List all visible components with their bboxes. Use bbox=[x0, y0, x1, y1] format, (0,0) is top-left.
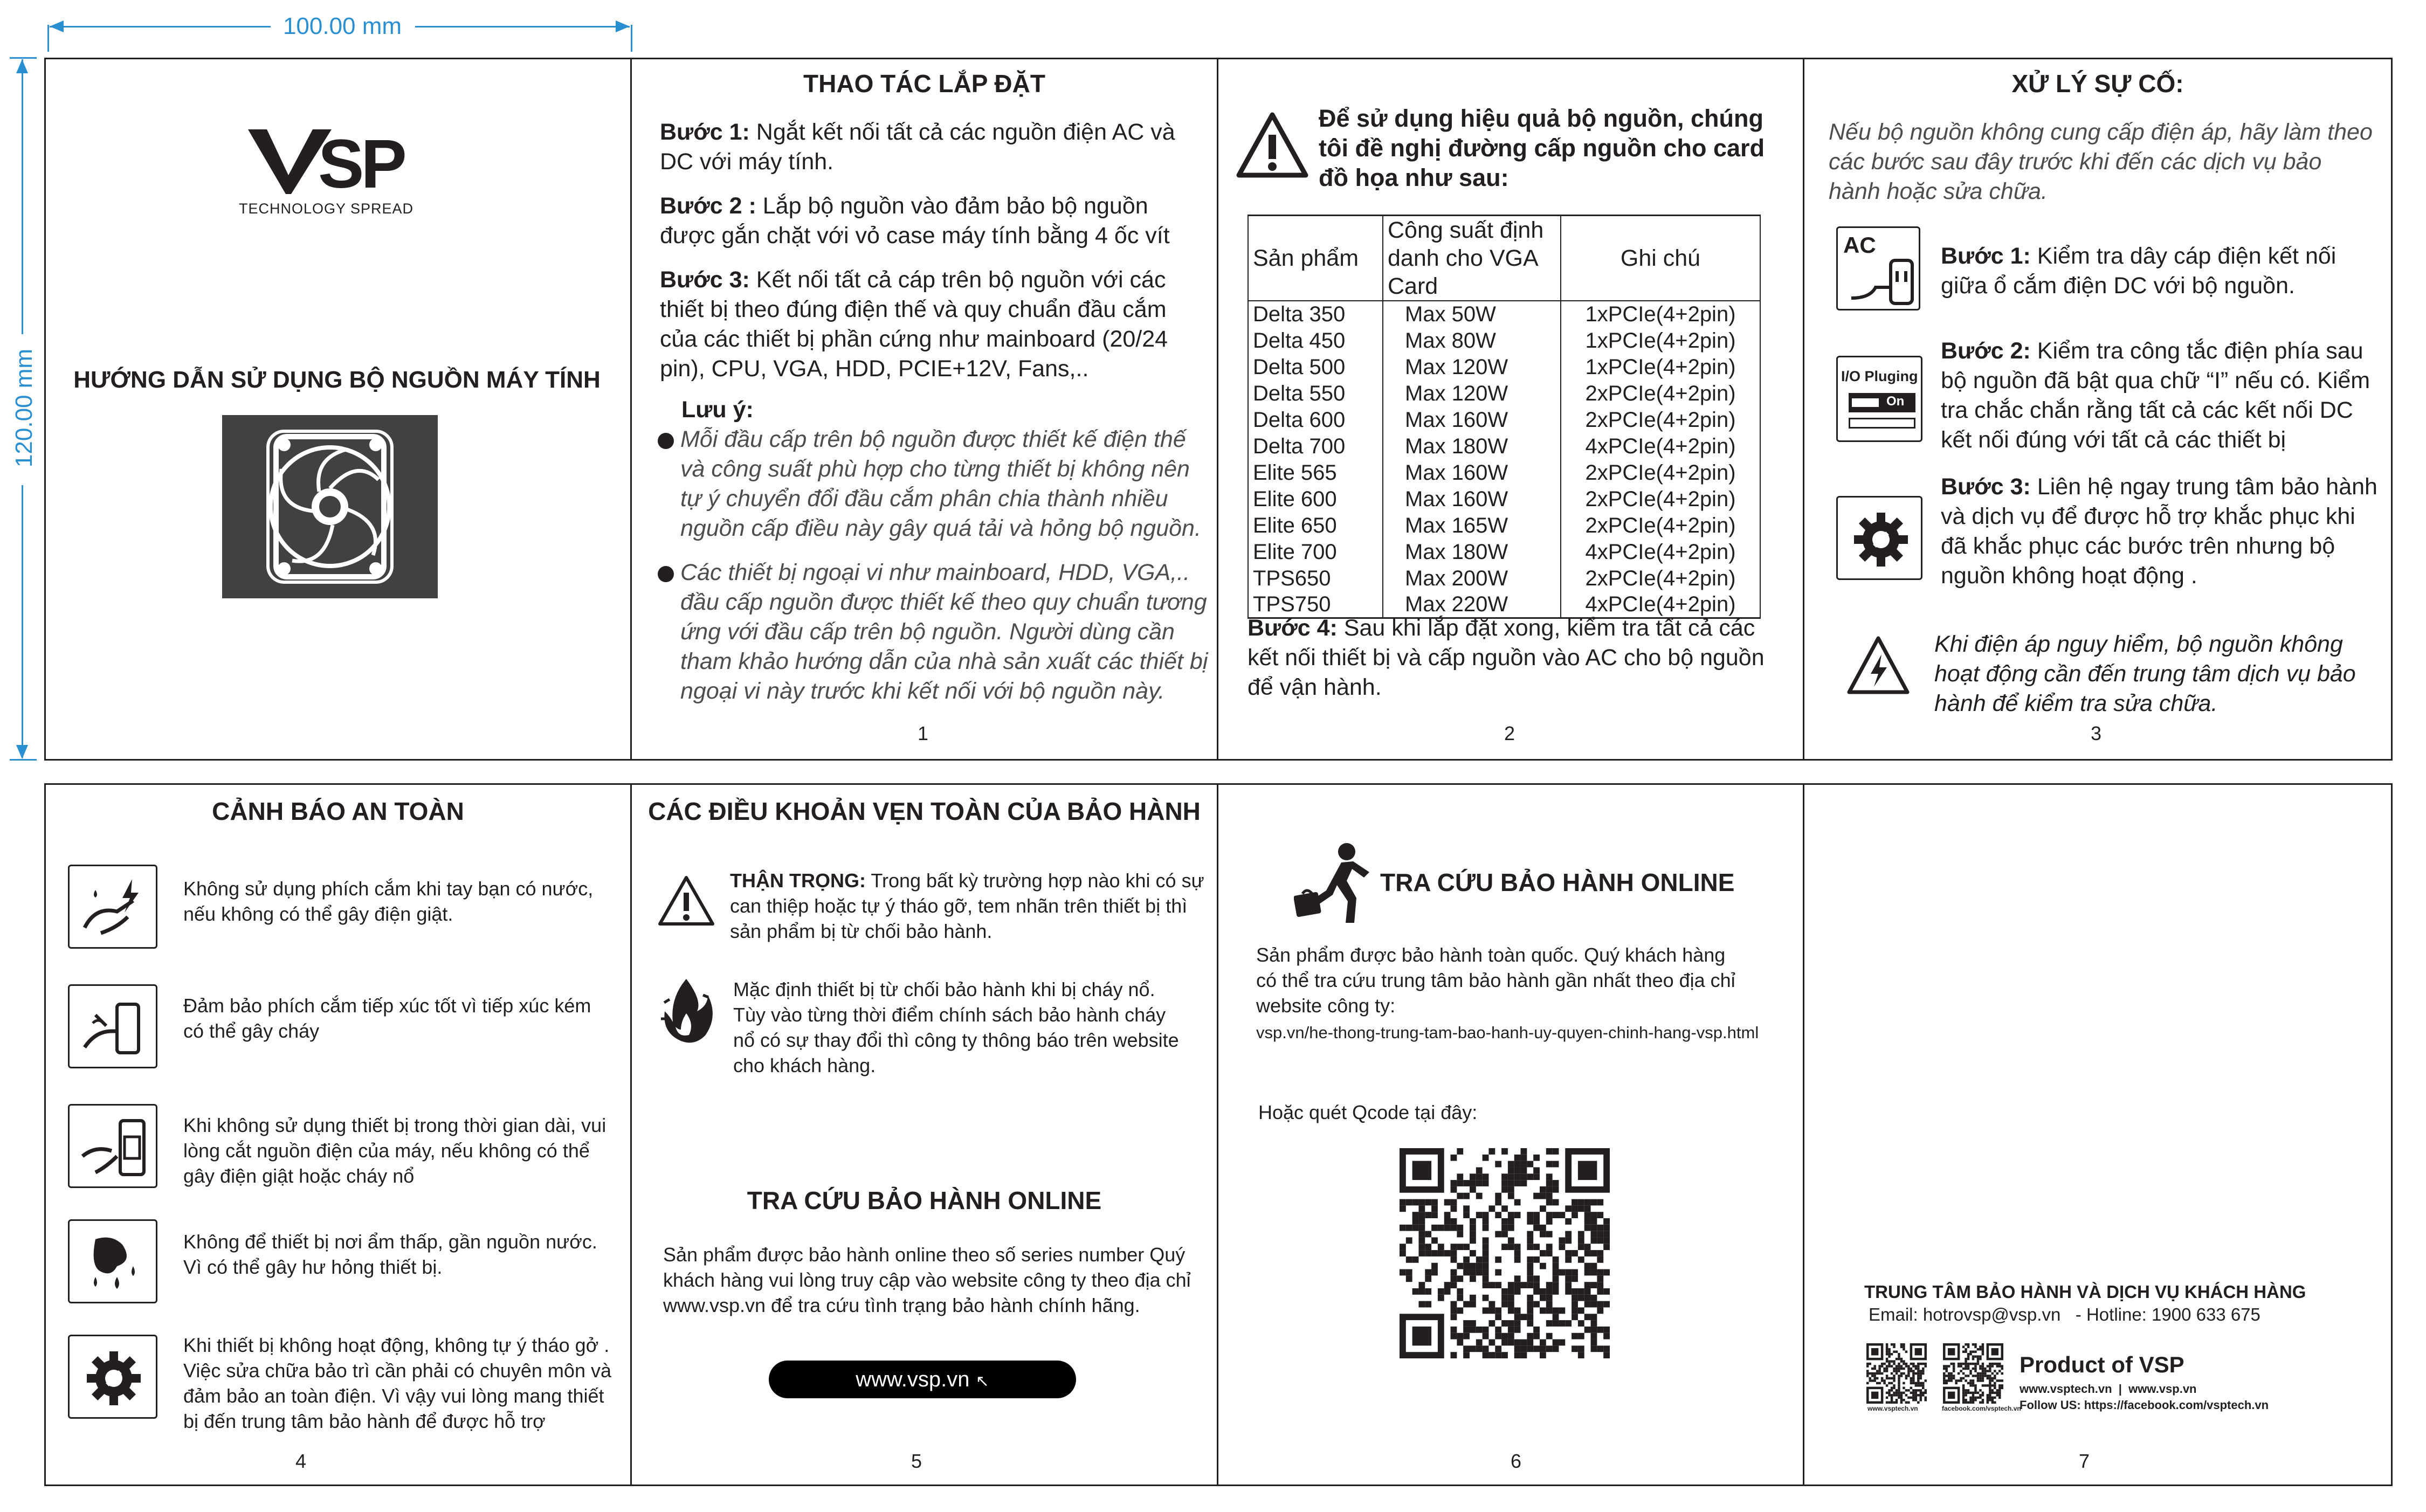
page-number: 3 bbox=[2091, 722, 2102, 744]
table-cell: 2xPCIe(4+2pin) bbox=[1561, 565, 1760, 591]
qr-code[interactable] bbox=[1943, 1343, 2003, 1404]
power-switch-icon: I/O Pluging On bbox=[1836, 356, 1922, 442]
page4-title: CẢNH BÁO AN TOÀN bbox=[212, 797, 464, 825]
table-cell: TPS650 bbox=[1248, 565, 1383, 591]
safety-item-1: Không sử dụng phích cắm khi tay bạn có nước, nếu không có thể gây điện giật. bbox=[183, 878, 594, 925]
fire-text: Mặc định thiết bị từ chối bảo hành khi bị cháy nổ. Tùy vào từng thời điểm chính sách bảo hành cháy nổ có sự thay đổi thì công ty thông báo trên website cho khách hàng. bbox=[733, 978, 1179, 1076]
table-row bbox=[1248, 327, 1760, 354]
safety-item-4: Không để thiết bị nơi ẩm thấp, gần nguồn nước. Vì có thể gây hư hỏng thiết bị. bbox=[183, 1231, 597, 1278]
bullet-icon bbox=[658, 566, 674, 582]
table-cell: 4xPCIe(4+2pin) bbox=[1561, 433, 1760, 459]
table-cell: 2xPCIe(4+2pin) bbox=[1561, 459, 1760, 486]
table-cell: Max 160W bbox=[1383, 486, 1561, 512]
page3-intro: Nếu bộ nguồn không cung cấp điện áp, hãy làm theo các bước sau đây trước khi đến các dịch vụ bảo hành hoặc sửa chữa. bbox=[1829, 119, 2373, 204]
table-cell: Delta 700 bbox=[1248, 433, 1383, 459]
page3-step2: Bước 2: Kiểm tra công tắc điện phía sau bộ nguồn đã bật qua chữ “I” nếu có. Kiểm tra chắc chắn rằng tất cả các kết nối DC kết nối đúng với tất cả các thiết bị bbox=[1941, 338, 2370, 453]
table-cell: 2xPCIe(4+2pin) bbox=[1561, 512, 1760, 538]
table-cell: Delta 600 bbox=[1248, 406, 1383, 433]
table-row bbox=[1248, 433, 1760, 459]
table-body bbox=[1248, 301, 1760, 618]
page3-danger-note: Khi điện áp nguy hiểm, bộ nguồn không hoạt động cần đến trung tâm dịch vụ bảo hành để kiểm tra sửa chữa. bbox=[1934, 631, 2356, 716]
fire-icon bbox=[657, 976, 716, 1046]
warning-icon bbox=[657, 874, 716, 928]
table-cell: Max 50W bbox=[1383, 301, 1561, 327]
table-cell: Elite 600 bbox=[1248, 486, 1383, 512]
table-cell: Max 160W bbox=[1383, 459, 1561, 486]
table-cell: TPS750 bbox=[1248, 591, 1383, 618]
page3-title: XỬ LÝ SỰ CỐ: bbox=[2011, 70, 2184, 98]
table-row bbox=[1248, 512, 1760, 538]
page6-title: TRA CỨU BẢO HÀNH ONLINE bbox=[1380, 868, 1735, 896]
page1-step1: Bước 1: Ngắt kết nối tất cả các nguồn điện AC và DC với máy tính. bbox=[660, 119, 1175, 175]
page5-online-text: Sản phẩm được bảo hành online theo số series number Quý khách hàng vui lòng truy cập vào website công ty theo địa chỉ www.vsp.vn để tra cứu tình trạng bảo hành chính hãng. bbox=[663, 1244, 1191, 1316]
page-number: 4 bbox=[295, 1450, 307, 1472]
table-cell: 1xPCIe(4+2pin) bbox=[1561, 327, 1760, 354]
qr-code[interactable] bbox=[1400, 1148, 1610, 1358]
gear-icon bbox=[68, 1335, 157, 1419]
table-cell: 4xPCIe(4+2pin) bbox=[1561, 538, 1760, 565]
table-row bbox=[1248, 565, 1760, 591]
table-header: Sản phẩm bbox=[1248, 216, 1383, 301]
qr-prompt: Hoặc quét Qcode tại đây: bbox=[1258, 1101, 1478, 1123]
table-cell: Max 180W bbox=[1383, 433, 1561, 459]
page-number: 2 bbox=[1504, 722, 1515, 744]
table-row bbox=[1248, 354, 1760, 380]
table-cell: Max 80W bbox=[1383, 327, 1561, 354]
bullet-icon bbox=[658, 433, 674, 449]
qr-caption: facebook.com/vsptech.vn bbox=[1942, 1405, 2021, 1412]
warranty-url[interactable]: vsp.vn/he-thong-trung-tam-bao-hanh-uy-quyen-chinh-hang-vsp.html bbox=[1256, 1023, 1759, 1042]
page-number: 6 bbox=[1511, 1450, 1522, 1472]
page2-step4: Bước 4: Sau khi lắp đặt xong, kiểm tra tất cả các kết nối thiết bị và cấp nguồn vào AC cho bộ nguồn để vận hành. bbox=[1248, 615, 1765, 700]
cover-title: HƯỚNG DẪN SỬ DỤNG BỘ NGUỒN MÁY TÍNH bbox=[73, 367, 601, 393]
table-header: Công suất định danh cho VGA Card bbox=[1383, 216, 1561, 301]
warning-icon bbox=[1235, 111, 1310, 181]
table-cell: 2xPCIe(4+2pin) bbox=[1561, 486, 1760, 512]
page1-note-label: Lưu ý: bbox=[681, 397, 754, 423]
page3-step1: Bước 1: Kiểm tra dây cáp điện kết nối giữa ổ cắm điện DC với bộ nguồn. bbox=[1941, 243, 2337, 299]
table-cell: Max 160W bbox=[1383, 406, 1561, 433]
table-row bbox=[1248, 538, 1760, 565]
gear-icon bbox=[1836, 496, 1922, 580]
svg-text:SP: SP bbox=[318, 126, 404, 199]
table-cell: Elite 700 bbox=[1248, 538, 1383, 565]
qr-caption: www.vsptech.vn bbox=[1867, 1405, 1918, 1412]
cursor-icon: ↖ bbox=[975, 1372, 989, 1390]
water-damage-icon bbox=[68, 1219, 157, 1303]
qr-code[interactable] bbox=[1866, 1343, 1927, 1404]
table-cell: Elite 650 bbox=[1248, 512, 1383, 538]
unplug-icon bbox=[68, 1104, 157, 1188]
follow-us: Follow US: https://facebook.com/vsptech.vn bbox=[2020, 1398, 2269, 1412]
page5-title: CÁC ĐIỀU KHOẢN VẸN TOÀN CỦA BẢO HÀNH bbox=[648, 797, 1201, 825]
table-row bbox=[1248, 486, 1760, 512]
ac-plug-icon: AC bbox=[1836, 226, 1920, 310]
running-person-icon bbox=[1294, 842, 1375, 928]
websites: www.vsptech.vn | www.vsp.vn bbox=[2020, 1382, 2197, 1396]
page5-online-title: TRA CỨU BẢO HÀNH ONLINE bbox=[747, 1186, 1102, 1214]
table-cell: Max 165W bbox=[1383, 512, 1561, 538]
table-cell: Delta 500 bbox=[1248, 354, 1383, 380]
table-cell: Max 220W bbox=[1383, 591, 1561, 618]
page-number: 5 bbox=[911, 1450, 922, 1472]
page1-note1: Mỗi đầu cấp trên bộ nguồn được thiết kế điện thế và công suất phù hợp cho từng thiết bị không nên tự ý chuyển đổi đầu cắm phân chia thành nhiều nguồn cấp điều này gây quá tải và hỏng bộ nguồn. bbox=[680, 426, 1201, 541]
table-cell: 4xPCIe(4+2pin) bbox=[1561, 591, 1760, 618]
table-row bbox=[1248, 459, 1760, 486]
safety-item-3: Khi không sử dụng thiết bị trong thời gian dài, vui lòng cắt nguồn điện của máy, nếu không có thể gây điện giật hoặc cháy nổ bbox=[183, 1114, 606, 1187]
width-label: 100.00 mm bbox=[282, 13, 402, 39]
table-header: Ghi chú bbox=[1561, 216, 1760, 301]
logo-tagline: TECHNOLOGY SPREAD bbox=[238, 201, 414, 217]
table-cell: 1xPCIe(4+2pin) bbox=[1561, 301, 1760, 327]
caution-text: THẬN TRỌNG: Trong bất kỳ trường hợp nào khi có sự can thiệp hoặc tự ý tháo gỡ, tem nhãn trên thiết bị thì sản phẩm bị từ chối bảo hành. bbox=[730, 869, 1204, 942]
page6-text: Sản phẩm được bảo hành toàn quốc. Quý khách hàng có thể tra cứu trung tâm bảo hành gần nhất theo địa chỉ website công ty: bbox=[1256, 944, 1735, 1017]
table-row bbox=[1248, 406, 1760, 433]
table-cell: 2xPCIe(4+2pin) bbox=[1561, 406, 1760, 433]
page-number: 7 bbox=[2079, 1450, 2090, 1472]
table-cell: Max 180W bbox=[1383, 538, 1561, 565]
page-number: 1 bbox=[918, 722, 929, 744]
table-cell: Max 120W bbox=[1383, 380, 1561, 406]
plug-contact-icon bbox=[68, 984, 157, 1068]
table-cell: Elite 565 bbox=[1248, 459, 1383, 486]
table-cell: Max 200W bbox=[1383, 565, 1561, 591]
wet-hand-icon bbox=[68, 865, 157, 949]
page1-title: THAO TÁC LẮP ĐẶT bbox=[803, 70, 1045, 98]
table-cell: Delta 350 bbox=[1248, 301, 1383, 327]
website-link[interactable]: www.vsp.vn ↖ bbox=[769, 1361, 1076, 1398]
safety-item-2: Đảm bảo phích cắm tiếp xúc tốt vì tiếp xúc kém có thể gây cháy bbox=[183, 995, 591, 1042]
table-cell: Max 120W bbox=[1383, 354, 1561, 380]
vga-power-table bbox=[1248, 215, 1761, 619]
page1-step3: Bước 3: Kết nối tất cả cáp trên bộ nguồn với các thiết bị theo đúng điện thế và quy chuẩn đầu cắm của các thiết bị phần cứng như mainboard (20/24 pin), CPU, VGA, HDD, PCIE+12V, Fans,.. bbox=[660, 267, 1168, 382]
contact-info: Email: hotrovsp@vsp.vn - Hotline: 1900 633 675 bbox=[1869, 1304, 2260, 1324]
vsp-logo bbox=[237, 124, 415, 199]
page1-note2: Các thiết bị ngoại vi như mainboard, HDD, VGA,.. đầu cấp nguồn được thiết kế theo quy chuẩn tương ứng với đầu cấp trên bộ nguồn. Người dùng cần tham khảo hướng dẫn của nhà sản xuất các thiết bị ngoại vi này trước khi kết nối với bộ nguồn này. bbox=[680, 560, 1208, 704]
page2-heading: Để sử dụng hiệu quả bộ nguồn, chúng tôi đề nghị đường cấp nguồn cho card đồ họa như sau: bbox=[1319, 105, 1765, 191]
table-cell: Delta 550 bbox=[1248, 380, 1383, 406]
table-row bbox=[1248, 301, 1760, 327]
fan-icon bbox=[222, 415, 438, 598]
service-center-title: TRUNG TÂM BẢO HÀNH VÀ DỊCH VỤ KHÁCH HÀNG bbox=[1864, 1282, 2306, 1302]
safety-item-5: Khi thiết bị không hoạt động, không tự ý tháo gở . Việc sửa chữa bảo trì cần phải có chuyên môn và đảm bảo an toàn điện. Vì vậy vui lòng mang thiết bị đến trung tâm bảo hành để được hỗ trợ bbox=[183, 1334, 611, 1432]
page3-step3: Bước 3: Liên hệ ngay trung tâm bảo hành và dịch vụ để được hỗ trợ khắc phục khi đã khắc phục các bước trên nhưng bộ nguồn không hoạt động . bbox=[1941, 474, 2377, 589]
high-voltage-icon bbox=[1846, 635, 1911, 697]
table-cell: 2xPCIe(4+2pin) bbox=[1561, 380, 1760, 406]
table-cell: Delta 450 bbox=[1248, 327, 1383, 354]
table-row bbox=[1248, 380, 1760, 406]
product-of-label: Product of VSP bbox=[2020, 1352, 2184, 1377]
table-cell: 1xPCIe(4+2pin) bbox=[1561, 354, 1760, 380]
height-label: 120.00 mm bbox=[11, 348, 37, 468]
page1-step2: Bước 2 : Lắp bộ nguồn vào đảm bảo bộ nguồn được gắn chặt với vỏ case máy tính bằng 4 ốc vít bbox=[660, 193, 1170, 248]
